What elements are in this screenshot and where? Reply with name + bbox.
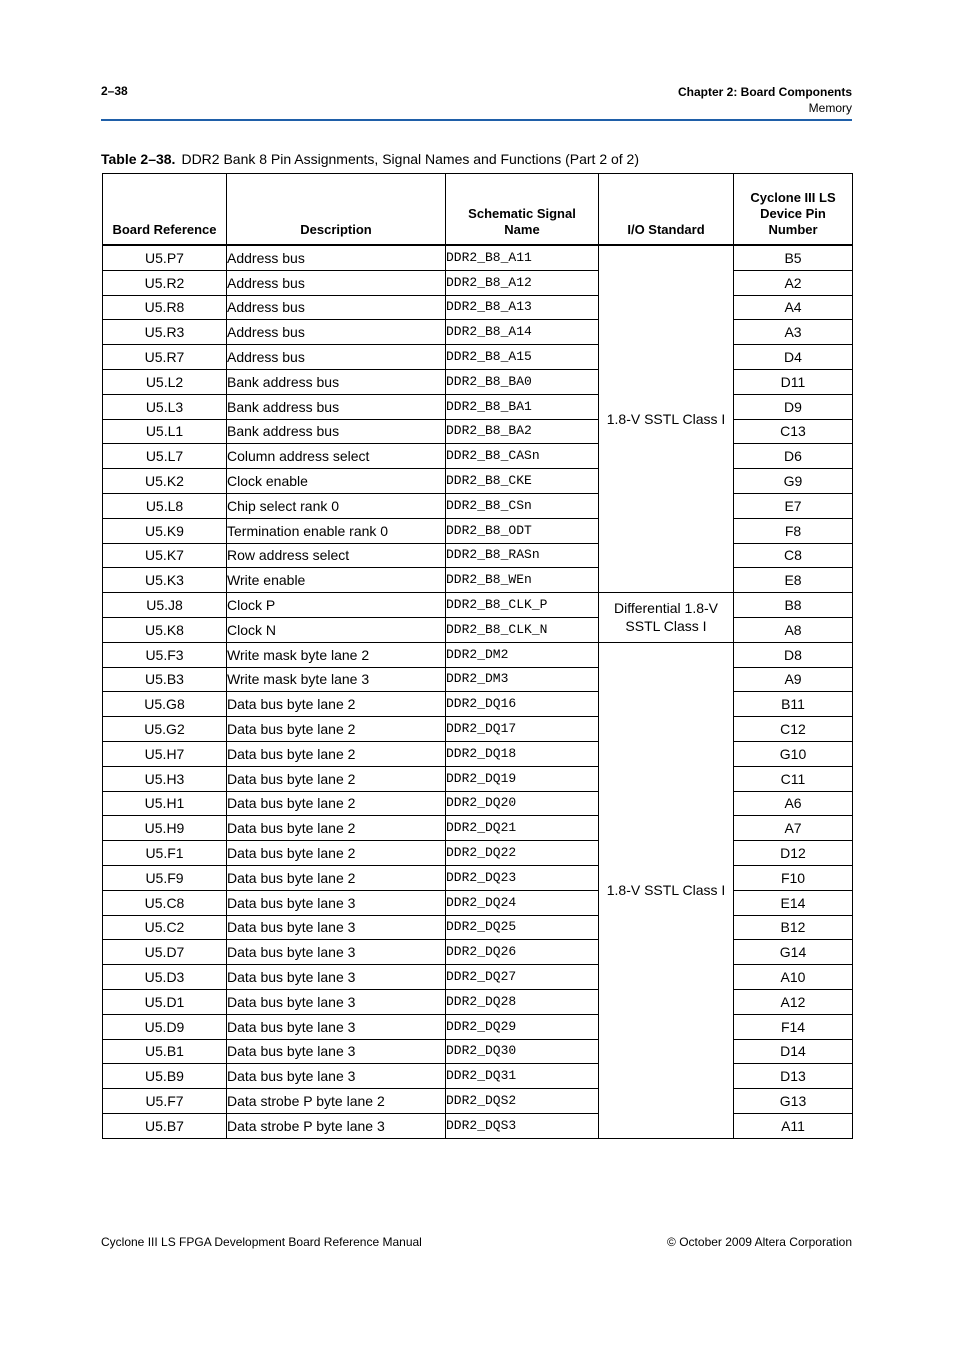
chapter-title: Chapter 2: Board Components bbox=[677, 85, 852, 99]
cell-signal-name: DDR2_DQ17 bbox=[446, 717, 599, 742]
section-title: Memory bbox=[808, 101, 852, 115]
cell-pin-number: E7 bbox=[734, 493, 853, 518]
cell-pin-number: F14 bbox=[734, 1014, 853, 1039]
cell-board-reference: U5.K3 bbox=[103, 568, 227, 593]
table-row bbox=[103, 841, 853, 866]
cell-pin-number: A12 bbox=[734, 989, 853, 1014]
table-row bbox=[103, 345, 853, 370]
cell-description: Clock P bbox=[227, 593, 446, 618]
running-header bbox=[678, 84, 852, 116]
cell-board-reference: U5.R7 bbox=[103, 345, 227, 370]
table-row bbox=[103, 419, 853, 444]
cell-signal-name: DDR2_DM3 bbox=[446, 667, 599, 692]
table-row bbox=[103, 593, 853, 618]
cell-pin-number: G14 bbox=[734, 940, 853, 965]
cell-signal-name: DDR2_B8_CSn bbox=[446, 493, 599, 518]
cell-description: Bank address bus bbox=[227, 394, 446, 419]
table-number: Table 2–38. bbox=[101, 151, 176, 167]
cell-pin-number: D12 bbox=[734, 841, 853, 866]
cell-pin-number: D9 bbox=[734, 394, 853, 419]
cell-board-reference: U5.K9 bbox=[103, 518, 227, 543]
table-row bbox=[103, 890, 853, 915]
cell-pin-number: B12 bbox=[734, 915, 853, 940]
cell-description: Address bus bbox=[227, 345, 446, 370]
cell-description: Data bus byte lane 3 bbox=[227, 1014, 446, 1039]
table-title: DDR2 Bank 8 Pin Assignments, Signal Names and Functions (Part 2 of 2) bbox=[181, 151, 640, 167]
table-row bbox=[103, 469, 853, 494]
column-header-io-standard: I/O Standard bbox=[599, 174, 734, 246]
cell-description: Data bus byte lane 3 bbox=[227, 1039, 446, 1064]
cell-signal-name: DDR2_DM2 bbox=[446, 642, 599, 667]
cell-description: Write mask byte lane 2 bbox=[227, 642, 446, 667]
cell-description: Data bus byte lane 2 bbox=[227, 865, 446, 890]
cell-board-reference: U5.K7 bbox=[103, 543, 227, 568]
table-row bbox=[103, 295, 853, 320]
cell-board-reference: U5.G2 bbox=[103, 717, 227, 742]
table-row bbox=[103, 1089, 853, 1114]
cell-board-reference: U5.L2 bbox=[103, 369, 227, 394]
cell-description: Data bus byte lane 2 bbox=[227, 816, 446, 841]
cell-board-reference: U5.B3 bbox=[103, 667, 227, 692]
cell-pin-number: A2 bbox=[734, 270, 853, 295]
cell-description: Data bus byte lane 3 bbox=[227, 940, 446, 965]
cell-signal-name: DDR2_B8_A12 bbox=[446, 270, 599, 295]
cell-description: Data bus byte lane 3 bbox=[227, 890, 446, 915]
cell-pin-number: D6 bbox=[734, 444, 853, 469]
cell-signal-name: DDR2_B8_CLK_N bbox=[446, 617, 599, 642]
table-row bbox=[103, 320, 853, 345]
cell-description: Chip select rank 0 bbox=[227, 493, 446, 518]
cell-pin-number: G13 bbox=[734, 1089, 853, 1114]
cell-signal-name: DDR2_B8_BA2 bbox=[446, 419, 599, 444]
cell-signal-name: DDR2_B8_WEn bbox=[446, 568, 599, 593]
cell-signal-name: DDR2_DQ31 bbox=[446, 1064, 599, 1089]
cell-signal-name: DDR2_DQ30 bbox=[446, 1039, 599, 1064]
cell-board-reference: U5.L7 bbox=[103, 444, 227, 469]
cell-pin-number: A10 bbox=[734, 965, 853, 990]
cell-io-standard: 1.8-V SSTL Class I bbox=[599, 642, 734, 1138]
cell-signal-name: DDR2_B8_A11 bbox=[446, 245, 599, 270]
cell-description: Address bus bbox=[227, 245, 446, 270]
cell-description: Data bus byte lane 3 bbox=[227, 915, 446, 940]
cell-board-reference: U5.D9 bbox=[103, 1014, 227, 1039]
table-row bbox=[103, 989, 853, 1014]
table-row bbox=[103, 791, 853, 816]
column-header-signal-name: Schematic Signal Name bbox=[446, 174, 599, 246]
table-header-row bbox=[103, 174, 853, 246]
cell-board-reference: U5.D1 bbox=[103, 989, 227, 1014]
cell-signal-name: DDR2_B8_CASn bbox=[446, 444, 599, 469]
cell-pin-number: F8 bbox=[734, 518, 853, 543]
header-rule bbox=[101, 119, 852, 121]
cell-signal-name: DDR2_B8_BA0 bbox=[446, 369, 599, 394]
table-row bbox=[103, 568, 853, 593]
cell-board-reference: U5.B7 bbox=[103, 1113, 227, 1138]
cell-signal-name: DDR2_B8_CLK_P bbox=[446, 593, 599, 618]
cell-pin-number: E8 bbox=[734, 568, 853, 593]
page-number: 2–38 bbox=[101, 84, 128, 98]
table-row bbox=[103, 369, 853, 394]
table-row bbox=[103, 915, 853, 940]
cell-signal-name: DDR2_DQS3 bbox=[446, 1113, 599, 1138]
cell-description: Data bus byte lane 2 bbox=[227, 692, 446, 717]
cell-description: Clock N bbox=[227, 617, 446, 642]
cell-board-reference: U5.L8 bbox=[103, 493, 227, 518]
cell-signal-name: DDR2_DQ19 bbox=[446, 766, 599, 791]
cell-description: Data bus byte lane 3 bbox=[227, 1064, 446, 1089]
cell-board-reference: U5.R3 bbox=[103, 320, 227, 345]
cell-description: Data bus byte lane 3 bbox=[227, 989, 446, 1014]
cell-board-reference: U5.F7 bbox=[103, 1089, 227, 1114]
cell-board-reference: U5.H7 bbox=[103, 741, 227, 766]
table-row bbox=[103, 543, 853, 568]
cell-signal-name: DDR2_DQ23 bbox=[446, 865, 599, 890]
table-row bbox=[103, 1014, 853, 1039]
footer-copyright: © October 2009 Altera Corporation bbox=[667, 1235, 852, 1249]
cell-description: Data bus byte lane 2 bbox=[227, 717, 446, 742]
cell-board-reference: U5.B9 bbox=[103, 1064, 227, 1089]
cell-io-standard: 1.8-V SSTL Class I bbox=[599, 245, 734, 593]
cell-description: Row address select bbox=[227, 543, 446, 568]
cell-signal-name: DDR2_DQ20 bbox=[446, 791, 599, 816]
cell-pin-number: G10 bbox=[734, 741, 853, 766]
column-header-board-reference: Board Reference bbox=[103, 174, 227, 246]
cell-pin-number: B11 bbox=[734, 692, 853, 717]
cell-board-reference: U5.J8 bbox=[103, 593, 227, 618]
table-row bbox=[103, 270, 853, 295]
cell-signal-name: DDR2_B8_ODT bbox=[446, 518, 599, 543]
table-row bbox=[103, 642, 853, 667]
cell-board-reference: U5.K8 bbox=[103, 617, 227, 642]
cell-description: Data bus byte lane 3 bbox=[227, 965, 446, 990]
cell-board-reference: U5.D7 bbox=[103, 940, 227, 965]
table-row bbox=[103, 245, 853, 270]
cell-pin-number: B8 bbox=[734, 593, 853, 618]
pin-assignment-table bbox=[102, 173, 853, 1139]
cell-board-reference: U5.R8 bbox=[103, 295, 227, 320]
cell-pin-number: B5 bbox=[734, 245, 853, 270]
cell-signal-name: DDR2_DQ26 bbox=[446, 940, 599, 965]
table-row bbox=[103, 766, 853, 791]
cell-pin-number: C8 bbox=[734, 543, 853, 568]
table-row bbox=[103, 1039, 853, 1064]
table-row bbox=[103, 816, 853, 841]
table-row bbox=[103, 444, 853, 469]
cell-board-reference: U5.C8 bbox=[103, 890, 227, 915]
cell-description: Data strobe P byte lane 2 bbox=[227, 1089, 446, 1114]
cell-pin-number: D8 bbox=[734, 642, 853, 667]
cell-board-reference: U5.K2 bbox=[103, 469, 227, 494]
table-row bbox=[103, 1064, 853, 1089]
cell-signal-name: DDR2_DQ16 bbox=[446, 692, 599, 717]
cell-board-reference: U5.G8 bbox=[103, 692, 227, 717]
cell-pin-number: F10 bbox=[734, 865, 853, 890]
cell-pin-number: A11 bbox=[734, 1113, 853, 1138]
cell-board-reference: U5.D3 bbox=[103, 965, 227, 990]
cell-signal-name: DDR2_DQ24 bbox=[446, 890, 599, 915]
cell-pin-number: G9 bbox=[734, 469, 853, 494]
cell-board-reference: U5.F9 bbox=[103, 865, 227, 890]
cell-pin-number: C13 bbox=[734, 419, 853, 444]
cell-signal-name: DDR2_DQ18 bbox=[446, 741, 599, 766]
cell-description: Data bus byte lane 2 bbox=[227, 741, 446, 766]
cell-board-reference: U5.H9 bbox=[103, 816, 227, 841]
cell-signal-name: DDR2_DQ29 bbox=[446, 1014, 599, 1039]
cell-description: Data strobe P byte lane 3 bbox=[227, 1113, 446, 1138]
cell-description: Data bus byte lane 2 bbox=[227, 841, 446, 866]
cell-signal-name: DDR2_DQ27 bbox=[446, 965, 599, 990]
cell-board-reference: U5.C2 bbox=[103, 915, 227, 940]
cell-board-reference: U5.F3 bbox=[103, 642, 227, 667]
column-header-description: Description bbox=[227, 174, 446, 246]
cell-pin-number: A7 bbox=[734, 816, 853, 841]
cell-signal-name: DDR2_B8_BA1 bbox=[446, 394, 599, 419]
cell-signal-name: DDR2_B8_RASn bbox=[446, 543, 599, 568]
cell-pin-number: E14 bbox=[734, 890, 853, 915]
table-row bbox=[103, 692, 853, 717]
cell-signal-name: DDR2_B8_CKE bbox=[446, 469, 599, 494]
cell-board-reference: U5.H1 bbox=[103, 791, 227, 816]
cell-board-reference: U5.F1 bbox=[103, 841, 227, 866]
cell-pin-number: D13 bbox=[734, 1064, 853, 1089]
table-row bbox=[103, 493, 853, 518]
cell-signal-name: DDR2_DQS2 bbox=[446, 1089, 599, 1114]
footer-manual-title: Cyclone III LS FPGA Development Board Reference Manual bbox=[101, 1235, 422, 1249]
table-row bbox=[103, 940, 853, 965]
cell-signal-name: DDR2_DQ22 bbox=[446, 841, 599, 866]
table-row bbox=[103, 865, 853, 890]
cell-signal-name: DDR2_B8_A15 bbox=[446, 345, 599, 370]
cell-description: Data bus byte lane 2 bbox=[227, 766, 446, 791]
cell-description: Address bus bbox=[227, 320, 446, 345]
cell-board-reference: U5.H3 bbox=[103, 766, 227, 791]
cell-description: Clock enable bbox=[227, 469, 446, 494]
column-header-pin-number: Cyclone III LS Device Pin Number bbox=[734, 174, 853, 246]
cell-pin-number: A3 bbox=[734, 320, 853, 345]
cell-pin-number: C12 bbox=[734, 717, 853, 742]
cell-board-reference: U5.L3 bbox=[103, 394, 227, 419]
table-row bbox=[103, 518, 853, 543]
table-row bbox=[103, 394, 853, 419]
cell-signal-name: DDR2_DQ21 bbox=[446, 816, 599, 841]
cell-board-reference: U5.P7 bbox=[103, 245, 227, 270]
cell-pin-number: A9 bbox=[734, 667, 853, 692]
cell-description: Termination enable rank 0 bbox=[227, 518, 446, 543]
table-row bbox=[103, 617, 853, 642]
table-row bbox=[103, 667, 853, 692]
cell-description: Bank address bus bbox=[227, 419, 446, 444]
cell-description: Address bus bbox=[227, 270, 446, 295]
cell-description: Column address select bbox=[227, 444, 446, 469]
cell-pin-number: D14 bbox=[734, 1039, 853, 1064]
table-caption bbox=[101, 151, 639, 167]
cell-description: Bank address bus bbox=[227, 369, 446, 394]
cell-pin-number: C11 bbox=[734, 766, 853, 791]
cell-board-reference: U5.R2 bbox=[103, 270, 227, 295]
cell-io-standard: Differential 1.8-V SSTL Class I bbox=[599, 593, 734, 643]
cell-description: Data bus byte lane 2 bbox=[227, 791, 446, 816]
cell-pin-number: A8 bbox=[734, 617, 853, 642]
cell-description: Write enable bbox=[227, 568, 446, 593]
cell-description: Address bus bbox=[227, 295, 446, 320]
cell-board-reference: U5.B1 bbox=[103, 1039, 227, 1064]
cell-pin-number: A6 bbox=[734, 791, 853, 816]
table-row bbox=[103, 1113, 853, 1138]
cell-description: Write mask byte lane 3 bbox=[227, 667, 446, 692]
cell-pin-number: D11 bbox=[734, 369, 853, 394]
table-row bbox=[103, 965, 853, 990]
cell-signal-name: DDR2_B8_A13 bbox=[446, 295, 599, 320]
table-body bbox=[103, 245, 853, 1138]
cell-signal-name: DDR2_B8_A14 bbox=[446, 320, 599, 345]
cell-signal-name: DDR2_DQ25 bbox=[446, 915, 599, 940]
cell-pin-number: A4 bbox=[734, 295, 853, 320]
table-row bbox=[103, 717, 853, 742]
cell-pin-number: D4 bbox=[734, 345, 853, 370]
cell-board-reference: U5.L1 bbox=[103, 419, 227, 444]
table-row bbox=[103, 741, 853, 766]
cell-signal-name: DDR2_DQ28 bbox=[446, 989, 599, 1014]
